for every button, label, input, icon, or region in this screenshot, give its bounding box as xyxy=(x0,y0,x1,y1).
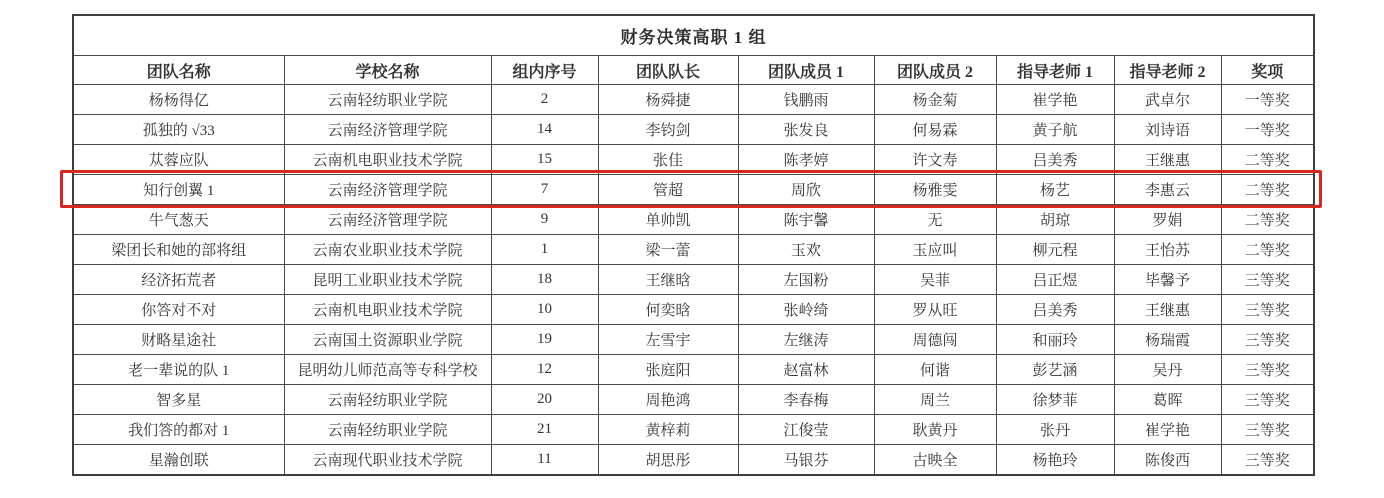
cell-captain: 杨舜捷 xyxy=(598,85,738,115)
column-header-group_no: 组内序号 xyxy=(491,56,598,85)
cell-group_no: 7 xyxy=(491,175,598,205)
cell-group_no: 14 xyxy=(491,115,598,145)
table-row xyxy=(73,445,1314,476)
table-row xyxy=(73,385,1314,415)
cell-advisor2: 刘诗语 xyxy=(1114,115,1221,145)
cell-member1: 钱鹏雨 xyxy=(738,85,874,115)
column-header-member1: 团队成员 1 xyxy=(738,56,874,85)
cell-member2: 何易霖 xyxy=(874,115,996,145)
cell-captain: 王继晗 xyxy=(598,265,738,295)
cell-group_no: 12 xyxy=(491,355,598,385)
cell-advisor2: 葛晖 xyxy=(1114,385,1221,415)
cell-member2: 玉应叫 xyxy=(874,235,996,265)
cell-award: 一等奖 xyxy=(1221,85,1314,115)
column-header-advisor1: 指导老师 1 xyxy=(996,56,1114,85)
cell-team_name: 智多星 xyxy=(73,385,284,415)
cell-school_name: 云南农业职业技术学院 xyxy=(284,235,491,265)
table-row xyxy=(73,235,1314,265)
column-header-team_name: 团队名称 xyxy=(73,56,284,85)
cell-advisor1: 吕正煜 xyxy=(996,265,1114,295)
cell-member1: 江俊莹 xyxy=(738,415,874,445)
cell-member2: 吴菲 xyxy=(874,265,996,295)
table-row xyxy=(73,355,1314,385)
cell-advisor1: 黄子航 xyxy=(996,115,1114,145)
cell-group_no: 10 xyxy=(491,295,598,325)
table-row xyxy=(73,415,1314,445)
cell-award: 三等奖 xyxy=(1221,295,1314,325)
cell-school_name: 昆明幼儿师范高等专科学校 xyxy=(284,355,491,385)
cell-school_name: 云南机电职业技术学院 xyxy=(284,145,491,175)
header-row xyxy=(73,56,1314,85)
cell-school_name: 云南机电职业技术学院 xyxy=(284,295,491,325)
cell-group_no: 11 xyxy=(491,445,598,476)
cell-group_no: 19 xyxy=(491,325,598,355)
cell-school_name: 云南轻纺职业学院 xyxy=(284,415,491,445)
cell-advisor2: 李惠云 xyxy=(1114,175,1221,205)
cell-member1: 马银芬 xyxy=(738,445,874,476)
cell-member1: 左国粉 xyxy=(738,265,874,295)
cell-team_name: 杨杨得亿 xyxy=(73,85,284,115)
cell-advisor2: 罗娟 xyxy=(1114,205,1221,235)
table-row xyxy=(73,295,1314,325)
cell-captain: 管超 xyxy=(598,175,738,205)
cell-school_name: 云南经济管理学院 xyxy=(284,175,491,205)
cell-award: 一等奖 xyxy=(1221,115,1314,145)
table-row xyxy=(73,265,1314,295)
cell-school_name: 云南经济管理学院 xyxy=(284,205,491,235)
cell-member2: 古映全 xyxy=(874,445,996,476)
cell-group_no: 20 xyxy=(491,385,598,415)
cell-advisor2: 王怡苏 xyxy=(1114,235,1221,265)
column-header-captain: 团队队长 xyxy=(598,56,738,85)
cell-member2: 何谐 xyxy=(874,355,996,385)
cell-member1: 李春梅 xyxy=(738,385,874,415)
cell-member1: 赵富林 xyxy=(738,355,874,385)
cell-award: 二等奖 xyxy=(1221,235,1314,265)
cell-member2: 许文寿 xyxy=(874,145,996,175)
cell-group_no: 18 xyxy=(491,265,598,295)
table-row xyxy=(73,145,1314,175)
cell-member1: 陈孝婷 xyxy=(738,145,874,175)
cell-group_no: 9 xyxy=(491,205,598,235)
cell-captain: 张庭阳 xyxy=(598,355,738,385)
cell-school_name: 云南经济管理学院 xyxy=(284,115,491,145)
cell-team_name: 孤独的 √33 xyxy=(73,115,284,145)
cell-award: 二等奖 xyxy=(1221,205,1314,235)
cell-team_name: 财略星途社 xyxy=(73,325,284,355)
table-row xyxy=(73,205,1314,235)
cell-member2: 耿黄丹 xyxy=(874,415,996,445)
cell-captain: 胡思彤 xyxy=(598,445,738,476)
column-header-award: 奖项 xyxy=(1221,56,1314,85)
cell-team_name: 知行创翼 1 xyxy=(73,175,284,205)
cell-school_name: 云南轻纺职业学院 xyxy=(284,85,491,115)
table-row xyxy=(73,115,1314,145)
cell-group_no: 2 xyxy=(491,85,598,115)
cell-advisor1: 柳元程 xyxy=(996,235,1114,265)
cell-member2: 罗从旺 xyxy=(874,295,996,325)
cell-team_name: 梁团长和她的部将组 xyxy=(73,235,284,265)
cell-team_name: 经济拓荒者 xyxy=(73,265,284,295)
cell-advisor2: 吴丹 xyxy=(1114,355,1221,385)
cell-member2: 无 xyxy=(874,205,996,235)
cell-captain: 李钧剑 xyxy=(598,115,738,145)
cell-captain: 左雪宇 xyxy=(598,325,738,355)
cell-award: 二等奖 xyxy=(1221,145,1314,175)
cell-advisor1: 崔学艳 xyxy=(996,85,1114,115)
cell-group_no: 21 xyxy=(491,415,598,445)
cell-advisor1: 吕美秀 xyxy=(996,295,1114,325)
cell-award: 三等奖 xyxy=(1221,265,1314,295)
results-table-container xyxy=(72,14,1315,476)
column-header-advisor2: 指导老师 2 xyxy=(1114,56,1221,85)
cell-member2: 杨雅雯 xyxy=(874,175,996,205)
cell-member1: 玉欢 xyxy=(738,235,874,265)
cell-advisor2: 崔学艳 xyxy=(1114,415,1221,445)
cell-advisor1: 杨艺 xyxy=(996,175,1114,205)
column-header-member2: 团队成员 2 xyxy=(874,56,996,85)
cell-member1: 陈宇馨 xyxy=(738,205,874,235)
cell-advisor1: 和丽玲 xyxy=(996,325,1114,355)
cell-award: 三等奖 xyxy=(1221,415,1314,445)
cell-advisor2: 武卓尔 xyxy=(1114,85,1221,115)
cell-member2: 杨金菊 xyxy=(874,85,996,115)
cell-advisor2: 杨瑞霞 xyxy=(1114,325,1221,355)
cell-advisor2: 王继惠 xyxy=(1114,145,1221,175)
cell-advisor1: 张丹 xyxy=(996,415,1114,445)
cell-school_name: 云南现代职业技术学院 xyxy=(284,445,491,476)
cell-captain: 黄梓莉 xyxy=(598,415,738,445)
cell-award: 三等奖 xyxy=(1221,355,1314,385)
table-body xyxy=(73,85,1314,476)
cell-member1: 张发良 xyxy=(738,115,874,145)
cell-captain: 周艳鸿 xyxy=(598,385,738,415)
cell-member2: 周德闯 xyxy=(874,325,996,355)
column-header-school_name: 学校名称 xyxy=(284,56,491,85)
cell-member1: 张岭绮 xyxy=(738,295,874,325)
cell-school_name: 云南轻纺职业学院 xyxy=(284,385,491,415)
results-table xyxy=(72,14,1315,476)
cell-advisor2: 毕馨予 xyxy=(1114,265,1221,295)
cell-advisor1: 吕美秀 xyxy=(996,145,1114,175)
cell-captain: 单帅凯 xyxy=(598,205,738,235)
table-row xyxy=(73,175,1314,205)
cell-captain: 梁一蕾 xyxy=(598,235,738,265)
cell-advisor1: 胡琼 xyxy=(996,205,1114,235)
cell-team_name: 老一辈说的队 1 xyxy=(73,355,284,385)
cell-advisor1: 彭艺涵 xyxy=(996,355,1114,385)
cell-team_name: 你答对不对 xyxy=(73,295,284,325)
table-title-row xyxy=(73,15,1314,56)
cell-team_name: 苁蓉应队 xyxy=(73,145,284,175)
cell-advisor1: 徐梦菲 xyxy=(996,385,1114,415)
cell-school_name: 昆明工业职业技术学院 xyxy=(284,265,491,295)
table-row xyxy=(73,85,1314,115)
cell-member1: 周欣 xyxy=(738,175,874,205)
cell-advisor2: 王继惠 xyxy=(1114,295,1221,325)
cell-captain: 张佳 xyxy=(598,145,738,175)
cell-advisor2: 陈俊西 xyxy=(1114,445,1221,476)
table-title: 财务决策高职 1 组 xyxy=(73,15,1314,56)
cell-group_no: 1 xyxy=(491,235,598,265)
cell-advisor1: 杨艳玲 xyxy=(996,445,1114,476)
cell-team_name: 我们答的都对 1 xyxy=(73,415,284,445)
cell-award: 二等奖 xyxy=(1221,175,1314,205)
cell-award: 三等奖 xyxy=(1221,325,1314,355)
cell-award: 三等奖 xyxy=(1221,445,1314,476)
table-row xyxy=(73,325,1314,355)
cell-member2: 周兰 xyxy=(874,385,996,415)
cell-team_name: 星瀚创联 xyxy=(73,445,284,476)
cell-captain: 何奕晗 xyxy=(598,295,738,325)
cell-school_name: 云南国土资源职业学院 xyxy=(284,325,491,355)
cell-member1: 左继涛 xyxy=(738,325,874,355)
cell-team_name: 牛气葱天 xyxy=(73,205,284,235)
cell-group_no: 15 xyxy=(491,145,598,175)
cell-award: 三等奖 xyxy=(1221,385,1314,415)
